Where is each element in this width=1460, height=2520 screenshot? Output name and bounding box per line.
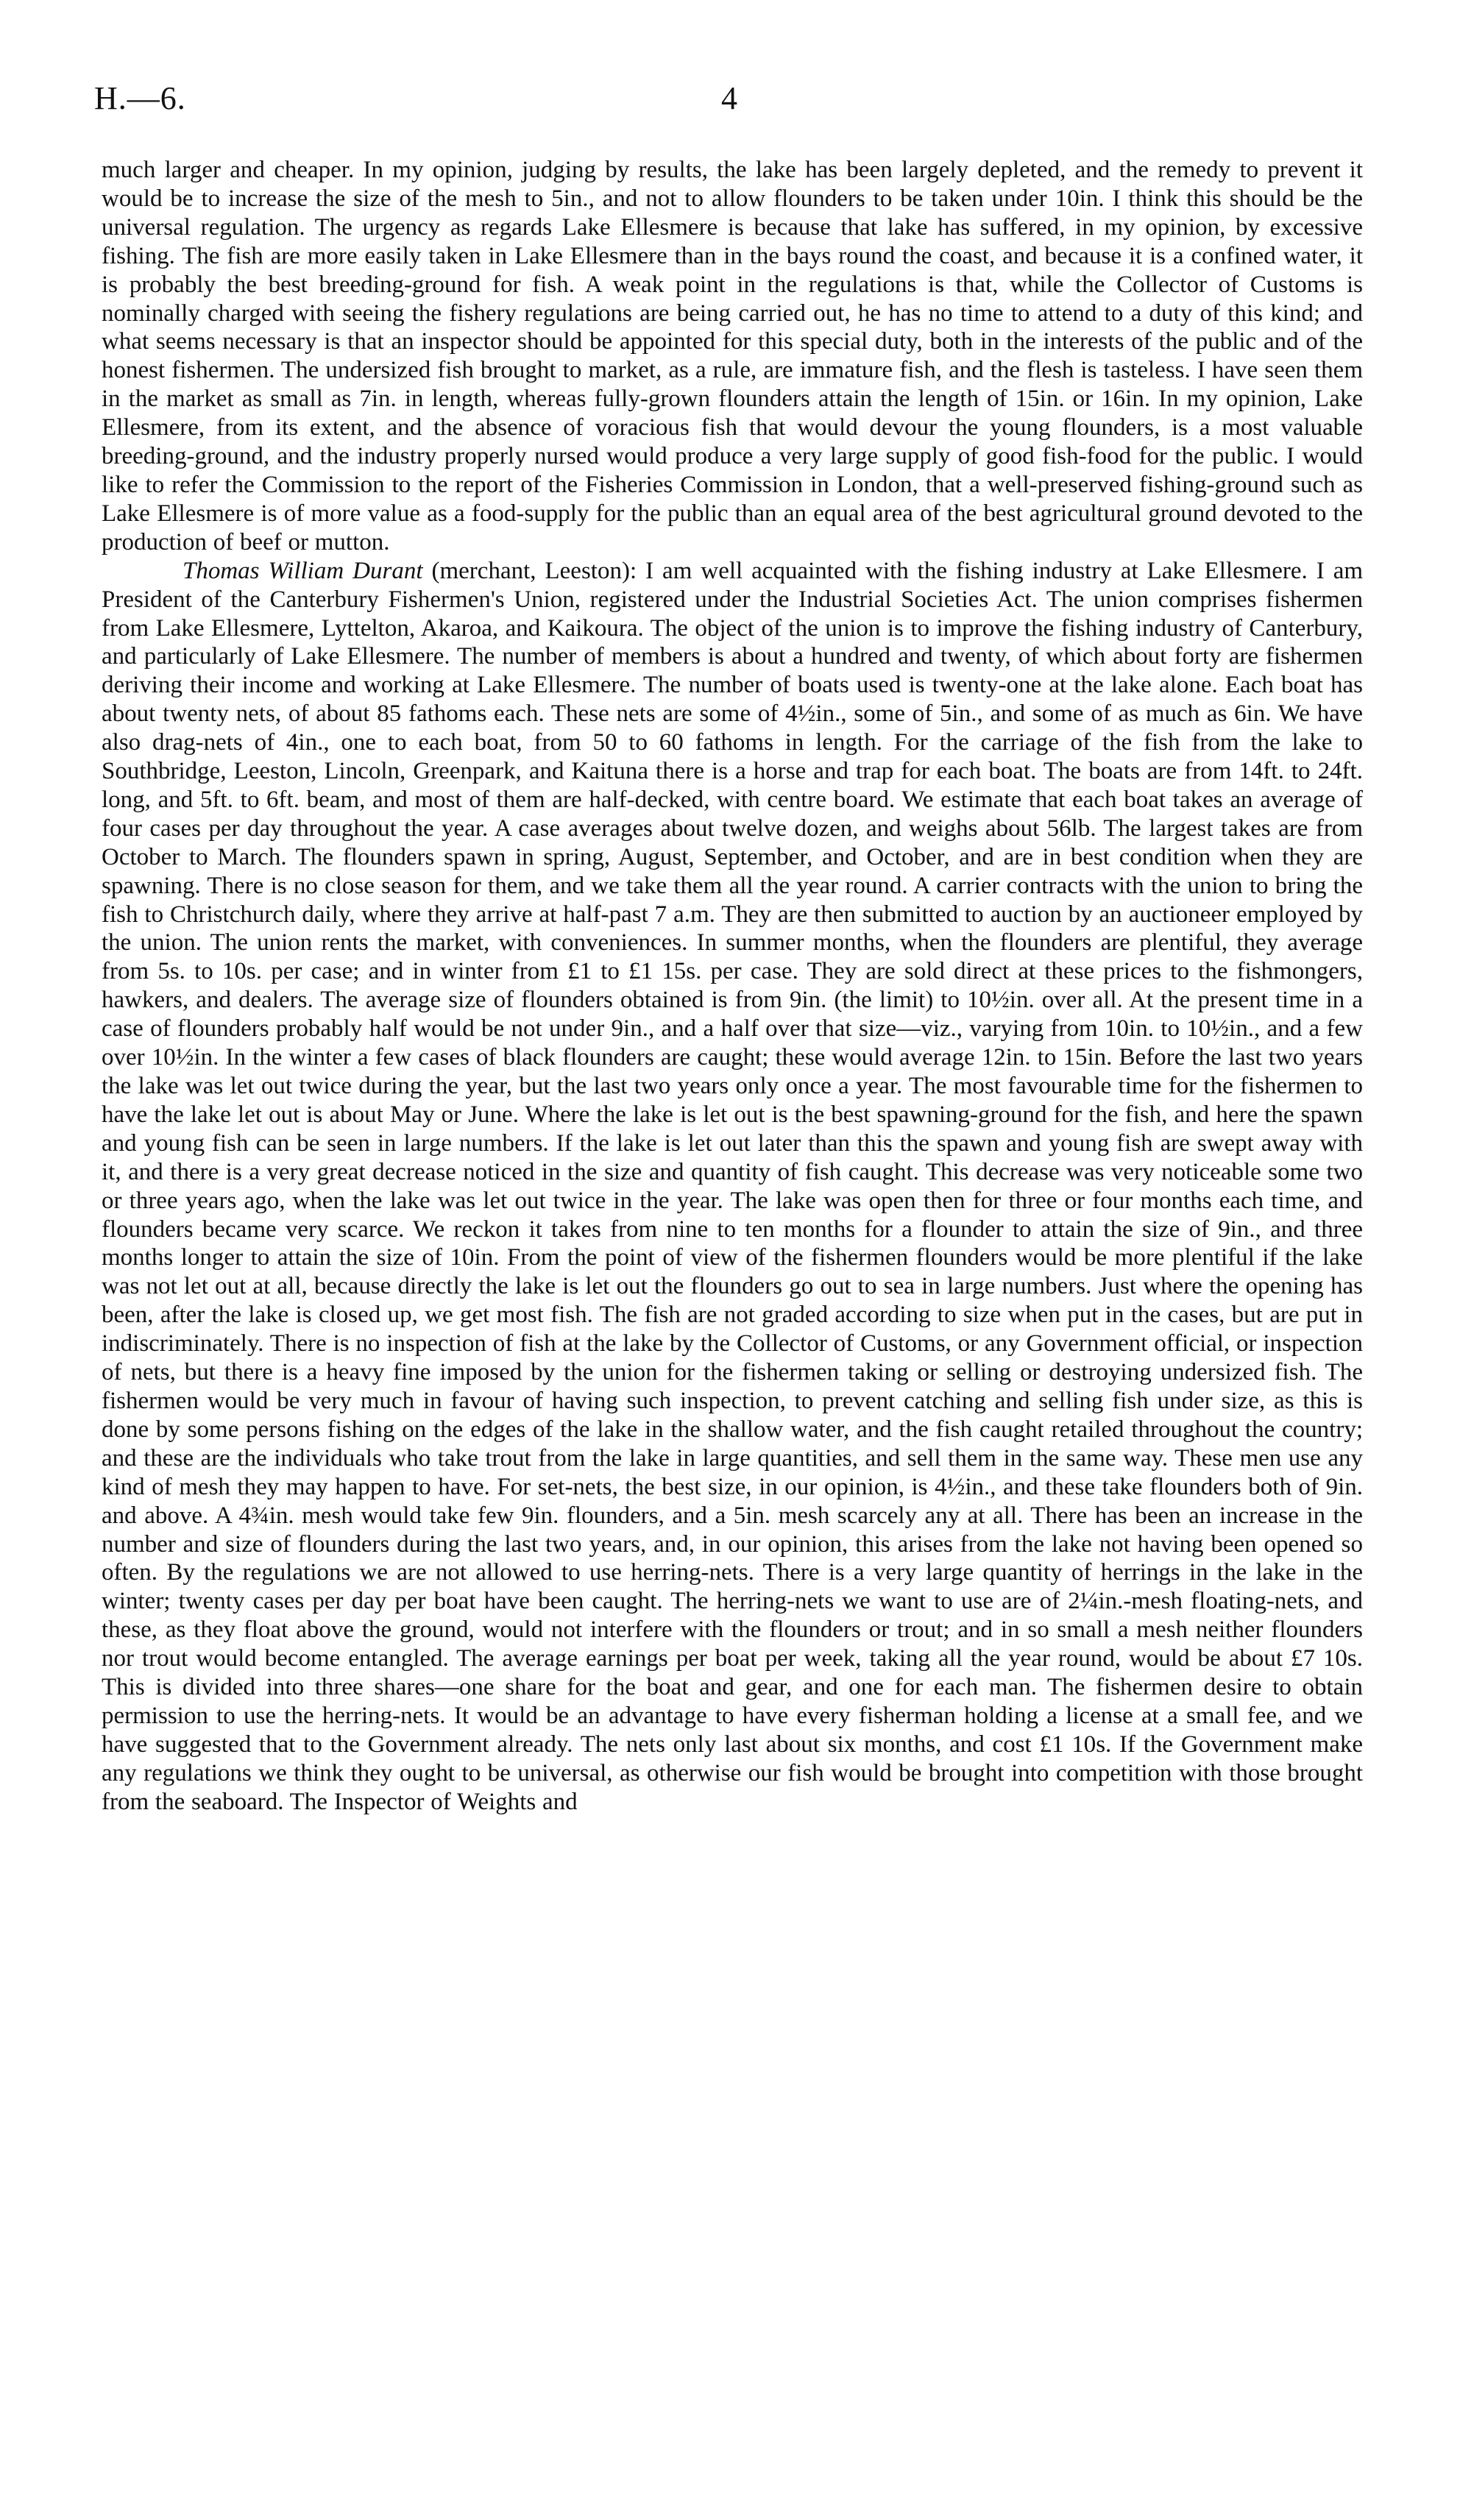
paragraph-durant-evidence: [102, 557, 1363, 1817]
paragraph-text: much larger and cheaper. In my opinion, judging by results, the lake has been largely depleted, and the remedy to prevent it would be to increase the size of the mesh to 5in., and not to allow flounders to be taken under 10in. I think this should be the universal regulation. The urgency as regards Lake Ellesmere is because that lake has suffered, in my opinion, by excessive fishing. The fish are more easily taken in Lake Ellesmere than in the bays round the coast, and because it is a confined water, it is probably the best breeding-ground for fish. A weak point in the regulations is that, while the Collector of Customs is nominally charged with seeing the fishery regulations are being carried out, he has no time to attend to a duty of this kind; and what seems necessary is that an inspector should be appointed for this special duty, both in the interests of the public and of the honest fishermen. The undersized fish brought to market, as a rule, are immature fish, and the flesh is tasteless. I have seen them in the market as small as 7in. in length, whereas fully-grown flounders attain the length of 15in. or 16in. In my opinion, Lake Ellesmere, from its extent, and the absence of voracious fish that would devour the young flounders, is a most valuable breeding-ground, and the industry properly nursed would produce a very large supply of good fish-food for the public. I would like to refer the Commission to the report of the Fisheries Commission in London, that a well-preserved fishing-ground such as Lake Ellesmere is of more value as a food-supply for the public than an equal area of the best agricultural ground devoted to the production of beef or mutton.: [102, 157, 1363, 556]
page-number: 4: [721, 80, 737, 116]
paragraph-text: (merchant, Leeston): I am well acquainted with the fishing industry at Lake Ellesmere. I am President of the Canterbury Fishermen's Union, registered under the Industrial Societies Act. The union comprises fishermen from Lake Ellesmere, Lyttelton, Akaroa, and Kaikoura. The object of the union is to improve the fishing industry of Canterbury, and particularly of Lake Ellesmere. The number of members is about a hundred and twenty, of which about forty are fishermen deriving their income and working at Lake Ellesmere. The number of boats used is twenty-one at the lake alone. Each boat has about twenty nets, of about 85 fathoms each. These nets are some of 4½in., some of 5in., and some of as much as 6in. We have also drag-nets of 4in., one to each boat, from 50 to 60 fathoms in length. For the carriage of the fish from the lake to Southbridge, Leeston, Lincoln, Greenpark, and Kaituna there is a horse and trap for each boat. The boats are from 14ft. to 24ft. long, and 5ft. to 6ft. beam, and most of them are half-decked, with centre board. We estimate that each boat takes an average of four cases per day throughout the year. A case averages about twelve dozen, and weighs about 56lb. The largest takes are from October to March. The flounders spawn in spring, August, September, and October, and are in best condition when they are spawning. There is no close season for them, and we take them all the year round. A carrier contracts with the union to bring the fish to Christchurch daily, where they arrive at half-past 7 a.m. They are then submitted to auction by an auctioneer employed by the union. The union rents the market, with conveniences. In summer months, when the flounders are plentiful, they average from 5s. to 10s. per case; and in winter from £1 to £1 15s. per case. They are sold direct at these prices to the fishmongers, hawkers, and dealers. The average size of flounders obtained is from 9in. (the limit) to 10½in. over all. At the present time in a case of flounders probably half would be not under 9in., and a half over that size—viz., varying from 10in. to 10½in., and a few over 10½in. In the winter a few cases of black flounders are caught; these would average 12in. to 15in. Before the last two years the lake was let out twice during the year, but the last two years only once a year. The most favourable time for the fishermen to have the lake let out is about May or June. Where the lake is let out is the best spawning-ground for the fish, and here the spawn and young fish can be seen in large numbers. If the lake is let out later than this the spawn and young fish are swept away with it, and there is a very great decrease noticed in the size and quantity of fish caught. This decrease was very noticeable some two or three years ago, when the lake was let out twice in the year. The lake was open then for three or four months each time, and flounders became very scarce. We reckon it takes from nine to ten months for a flounder to attain the size of 9in., and three months longer to attain the size of 10in. From the point of view of the fishermen flounders would be more plentiful if the lake was not let out at all, because directly the lake is let out the flounders go out to sea in large numbers. Just where the opening has been, after the lake is closed up, we get most fish. The fish are not graded according to size when put in the cases, but are put in indiscriminately. There is no inspection of fish at the lake by the Collector of Customs, or any Government official, or inspection of nets, but there is a heavy fine imposed by the union for the fishermen taking or selling or destroying undersized fish. The fishermen would be very much in favour of having such inspection, to prevent catching and selling fish under size, as this is done by some persons fishing on the edges of the lake in the shallow water, and the fish caught retailed throughout the country; and these are the individuals who take trout from the lake in large quantities, and sell them in the same way. These men use any kind of mesh they may happen to have. For set-nets, the best size, in our opinion, is 4½in., and these take flounders both of 9in. and above. A 4¾in. mesh would take few 9in. flounders, and a 5in. mesh scarcely any at all. There has been an increase in the number and size of flounders during the last two years, and, in our opinion, this arises from the lake not having been opened so often. By the regulations we are not allowed to use herring-nets. There is a very large quantity of herrings in the lake in the winter; twenty cases per day per boat have been caught. The herring-nets we want to use are of 2¼in.-mesh floating-nets, and these, as they float above the ground, would not interfere with the flounders or trout; and in so small a mesh neither flounders nor trout would become entangled. The average earnings per boat per week, taking all the year round, would be about £7 10s. This is divided into three shares—one share for the boat and gear, and one for each man. The fishermen desire to obtain permission to use the herring-nets. It would be an advantage to have every fisherman holding a license at a small fee, and we have suggested that to the Government already. The nets only last about six months, and cost £1 10s. If the Government make any regulations we think they ought to be universal, as otherwise our fish would be brought into competition with those brought from the seaboard. The Inspector of Weights and: [102, 557, 1364, 1815]
speaker-name: Thomas William Durant: [182, 557, 423, 584]
page-header: [94, 79, 1372, 124]
body-text: [102, 156, 1363, 1817]
document-reference: H.—6.: [94, 80, 186, 116]
paragraph-continuation: [102, 156, 1363, 557]
